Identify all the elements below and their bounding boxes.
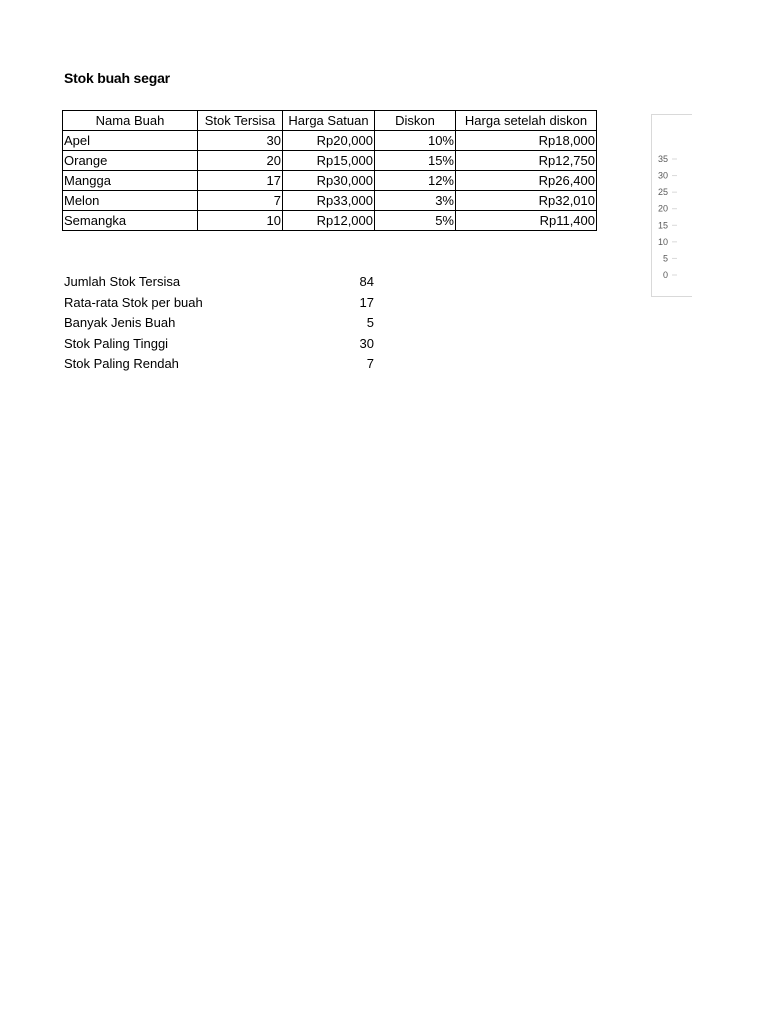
table-cell: Orange — [63, 151, 198, 171]
table-row — [63, 171, 597, 191]
summary-value: 7 — [366, 356, 374, 371]
y-tick-label: 20 — [657, 203, 668, 214]
sheet-title: Stok buah segar — [64, 70, 170, 86]
table-cell: Mangga — [63, 171, 198, 191]
table-row — [63, 211, 597, 231]
table-cell: 10% — [375, 131, 456, 151]
column-header: Nama Buah — [63, 111, 198, 131]
summary-label: Banyak Jenis Buah — [64, 315, 176, 330]
summary-label: Stok Paling Tinggi — [64, 335, 169, 351]
table-row — [63, 131, 597, 151]
table-cell: 15% — [375, 151, 456, 171]
y-tick-label: 30 — [657, 170, 668, 181]
summary-label: Rata-rata Stok per buah — [64, 294, 203, 310]
table-row — [63, 191, 597, 211]
table-cell: 7 — [198, 191, 283, 211]
summary-row — [64, 354, 374, 375]
table-cell: Rp20,000 — [283, 131, 375, 151]
y-tick-label: 0 — [662, 270, 668, 280]
y-tick-label: 5 — [662, 253, 668, 264]
summary-row — [64, 272, 374, 293]
table-cell: Rp15,000 — [283, 151, 375, 171]
summary-row — [64, 334, 374, 355]
column-header: Diskon — [375, 111, 456, 131]
column-header: Harga setelah diskon — [456, 111, 597, 131]
table-cell: 20 — [198, 151, 283, 171]
summary-value: 30 — [359, 335, 374, 351]
summary-label: Jumlah Stok Tersisa — [64, 274, 181, 289]
table-cell: Rp30,000 — [283, 171, 375, 191]
summary-block — [64, 272, 374, 375]
column-header: Stok Tersisa — [198, 111, 283, 131]
table-cell: 3% — [375, 191, 456, 211]
y-tick-label: 35 — [657, 154, 668, 164]
table-cell: Rp11,400 — [456, 211, 597, 231]
summary-value: 84 — [359, 274, 374, 289]
summary-label: Stok Paling Rendah — [64, 356, 179, 371]
summary-value: 17 — [359, 294, 374, 310]
table-cell: Melon — [63, 191, 198, 211]
table-row — [63, 151, 597, 171]
y-tick-label: 15 — [657, 220, 668, 231]
table-cell: Rp12,000 — [283, 211, 375, 231]
table-cell: Rp12,750 — [456, 151, 597, 171]
table-cell: Semangka — [63, 211, 198, 231]
table-header-row — [63, 111, 597, 131]
summary-value: 5 — [366, 315, 374, 330]
table-cell: Rp33,000 — [283, 191, 375, 211]
table-cell: Rp26,400 — [456, 171, 597, 191]
table-cell: Rp32,010 — [456, 191, 597, 211]
table-cell: 30 — [198, 131, 283, 151]
table-cell: 10 — [198, 211, 283, 231]
summary-row — [64, 313, 374, 334]
table-cell: Rp18,000 — [456, 131, 597, 151]
table-cell: 5% — [375, 211, 456, 231]
column-header: Harga Satuan — [283, 111, 375, 131]
summary-row — [64, 293, 374, 314]
stock-table — [62, 110, 597, 231]
table-cell: 12% — [375, 171, 456, 191]
y-tick-label: 25 — [657, 187, 668, 198]
table-cell: 17 — [198, 171, 283, 191]
y-tick-label: 10 — [657, 236, 668, 247]
table-cell: Apel — [63, 131, 198, 151]
stock-chart — [651, 114, 681, 295]
